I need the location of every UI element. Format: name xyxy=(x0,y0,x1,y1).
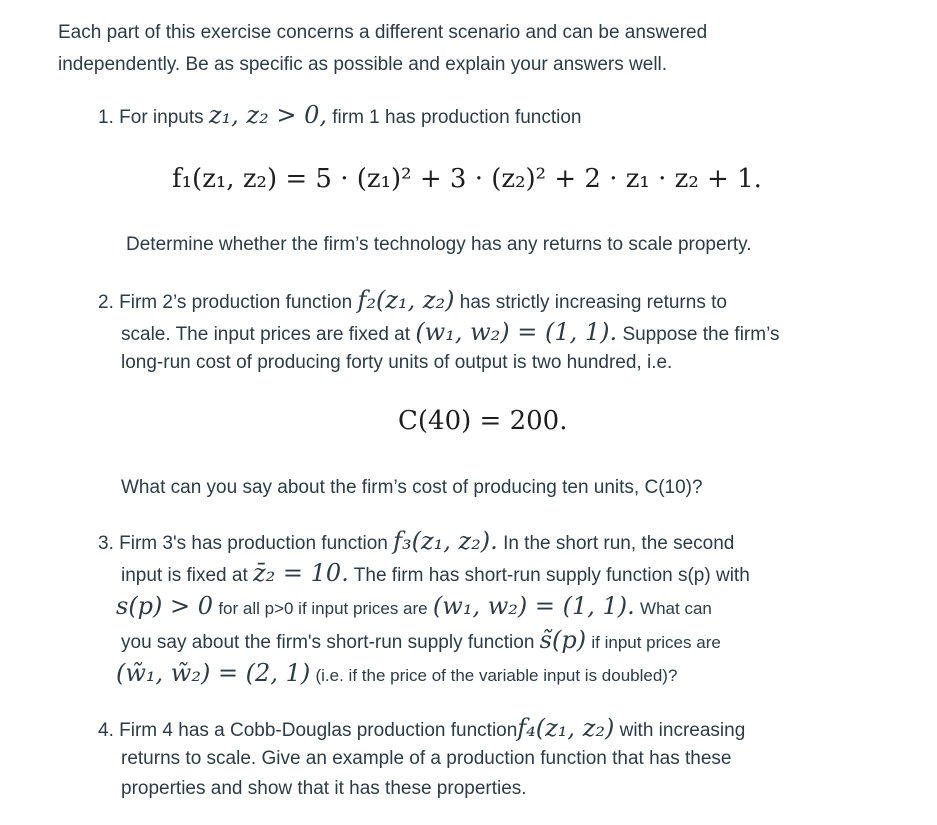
item-2-question: What can you say about the firm’s cost of producing ten units, C(10)? xyxy=(121,477,703,498)
item-3-line-1 xyxy=(98,526,734,559)
item-4-line-1 xyxy=(98,713,745,746)
item-3-text-1a: Firm 3's has production function xyxy=(119,533,388,554)
item-3-math-3a: s(p) > 0 xyxy=(116,592,214,620)
item-2-line-3: long-run cost of producing forty units of output is two hundred, i.e. xyxy=(121,352,673,373)
item-2-text-1b: has strictly increasing returns to xyxy=(459,292,727,313)
item-2-line-2 xyxy=(121,317,779,350)
item-2-math-1: f₂(z₁, z₂) xyxy=(357,286,455,314)
item-3-math-2: z̄₂ = 10. xyxy=(253,559,349,587)
item-3-text-4a: you say about the firm's short-run supply function xyxy=(121,632,535,653)
item-3-text-3a: for all p>0 if input prices are xyxy=(218,599,428,618)
item-3-math-4: s̃(p) xyxy=(539,626,587,654)
item-2-text-2b: Suppose the firm’s xyxy=(622,324,780,345)
item-1-equation: f₁(z₁, z₂) = 5 · (z₁)² + 3 · (z₂)² + 2 · z₁ · z₂ + 1. xyxy=(172,164,762,194)
item-2-number: 2. xyxy=(98,292,114,313)
item-3-line-4 xyxy=(121,625,721,658)
item-4-line-2: returns to scale. Give an example of a production function that has these xyxy=(121,748,732,769)
item-4-text-1b: with increasing xyxy=(619,720,746,741)
item-3-math-3b: (w₁, w₂) = (1, 1). xyxy=(432,592,635,620)
item-1-line-1 xyxy=(98,100,582,133)
item-1-post: firm 1 has production function xyxy=(332,107,582,128)
item-2-math-2: (w₁, w₂) = (1, 1). xyxy=(415,318,618,346)
item-4-math-1: f₄(z₁, z₂) xyxy=(517,714,615,742)
item-1-pre: For inputs xyxy=(119,107,204,128)
item-2-line-1 xyxy=(98,285,727,318)
intro-line-1: Each part of this exercise concerns a different scenario and can be answered xyxy=(58,22,708,43)
item-2-text-1a: Firm 2’s production function xyxy=(119,292,353,313)
item-4-number: 4. xyxy=(98,720,114,741)
item-4-line-3: properties and show that it has these properties. xyxy=(121,778,527,799)
item-1-question: Determine whether the firm’s technology has any returns to scale property. xyxy=(126,234,752,255)
item-3-text-2b: The firm has short-run supply function s(p) with xyxy=(353,565,750,586)
item-3-text-2a: input is fixed at xyxy=(121,565,248,586)
item-3-number: 3. xyxy=(98,533,114,554)
item-3-math-1: f₃(z₁, z₂). xyxy=(393,527,498,555)
item-3-text-5a: (i.e. if the price of the variable input is doubled)? xyxy=(315,666,678,685)
item-2-equation: C(40) = 200. xyxy=(398,406,568,436)
item-2-text-2a: scale. The input prices are fixed at xyxy=(121,324,411,345)
item-1-number: 1. xyxy=(98,107,114,128)
item-3-line-3 xyxy=(116,591,712,624)
item-3-text-1b: In the short run, the second xyxy=(503,533,735,554)
intro-line-2: independently. Be as specific as possible and explain your answers well. xyxy=(58,54,668,75)
item-3-text-3b: What can xyxy=(640,599,712,618)
item-3-math-5: (w̃₁, w̃₂) = (2, 1) xyxy=(116,659,311,687)
item-1-inline-math: z₁, z₂ > 0, xyxy=(208,101,327,129)
item-4-text-1a: Firm 4 has a Cobb-Douglas production function xyxy=(119,720,518,741)
item-3-text-4b: if input prices are xyxy=(591,633,721,652)
item-3-line-2 xyxy=(121,558,750,591)
item-3-line-5 xyxy=(116,658,677,691)
